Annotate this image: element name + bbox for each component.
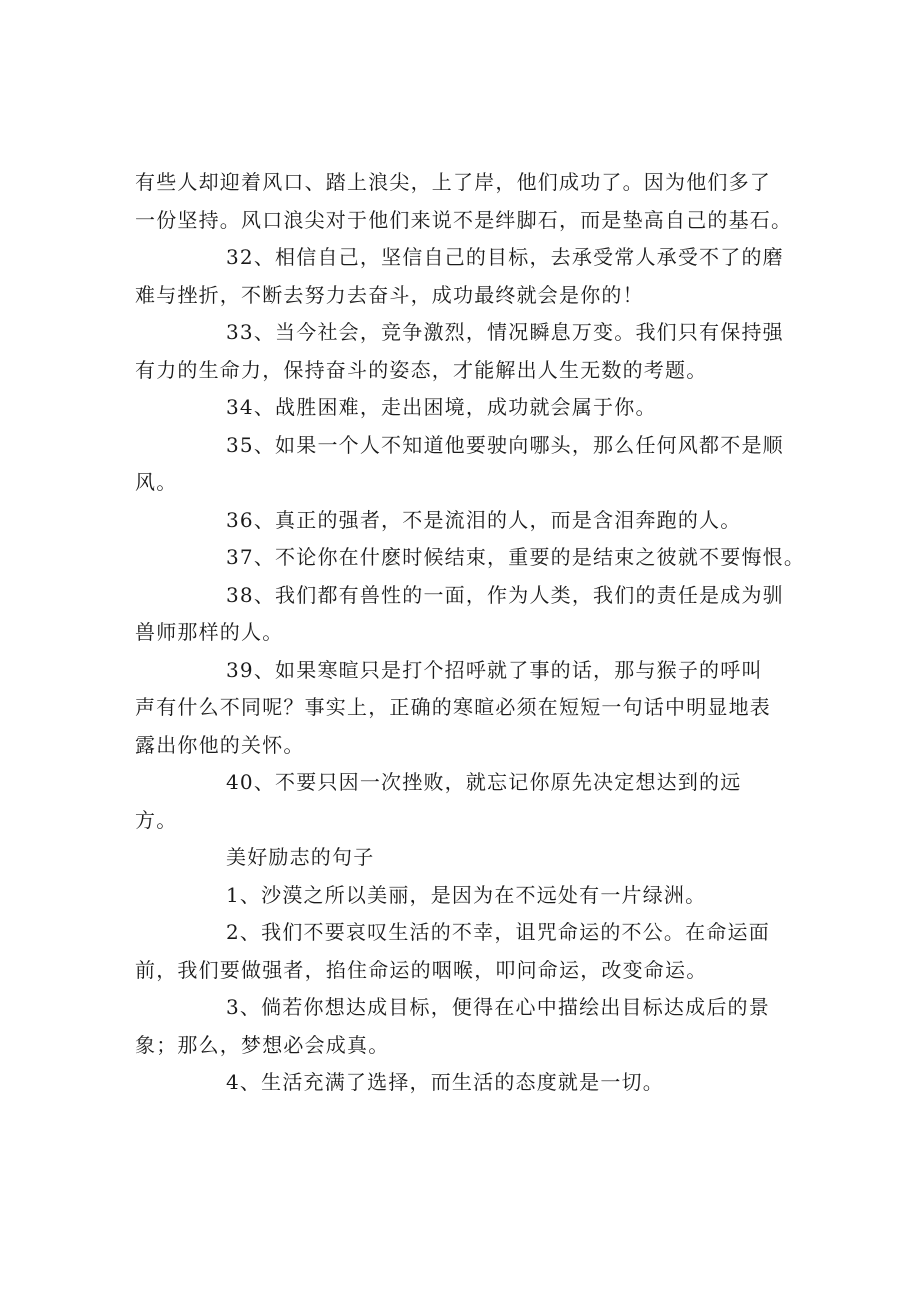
text-line: 难与挫折，不断去努力去奋斗，成功最终就会是你的！: [135, 282, 644, 307]
text-line: 40、不要只因一次挫败，就忘记你原先决定想达到的远: [226, 770, 742, 794]
text-line: 35、如果一个人不知道他要驶向哪头，那么任何风都不是顺: [226, 432, 784, 457]
text-line: 露出你他的关怀。: [135, 732, 305, 757]
text-line: 3、倘若你想达成目标，便得在心中描绘出目标达成后的景: [226, 995, 770, 1019]
text-line: 38、我们都有兽性的一面，作为人类，我们的责任是成为驯: [226, 582, 784, 607]
text-line: 风。: [135, 470, 178, 494]
text-line: 1、沙漠之所以美丽，是因为在不远处有一片绿洲。: [226, 882, 707, 907]
text-line: 34、战胜困难，走出困境，成功就会属于你。: [226, 395, 657, 419]
text-line: 有力的生命力，保持奋斗的姿态，才能解出人生无数的考题。: [135, 357, 708, 382]
text-line: 36、真正的强者，不是流泪的人，而是含泪奔跑的人。: [226, 507, 742, 532]
text-line: 4、生活充满了选择，而生活的态度就是一切。: [226, 1070, 664, 1094]
text-line: 一份坚持。风口浪尖对于他们来说不是绊脚石，而是垫高自己的基石。: [135, 207, 793, 232]
text-line: 声有什么不同呢？事实上，正确的寒暄必须在短短一句话中明显地表: [135, 695, 771, 719]
text-line: 前，我们要做强者，掐住命运的咽喉，叩问命运，改变命运。: [135, 957, 708, 982]
section-heading: 美好励志的句子: [226, 845, 375, 869]
text-line: 有些人却迎着风口、踏上浪尖，上了岸，他们成功了。因为他们多了: [135, 170, 771, 194]
text-line: 37、不论你在什麽时候结束，重要的是结束之彼就不要悔恨。: [226, 545, 806, 569]
text-line: 2、我们不要哀叹生活的不幸，诅咒命运的不公。在命运面: [226, 920, 770, 944]
text-line: 39、如果寒暄只是打个招呼就了事的话，那与猴子的呼叫: [226, 657, 763, 682]
text-line: 兽师那样的人。: [135, 620, 284, 644]
text-line: 32、相信自己，坚信自己的目标，去承受常人承受不了的磨: [226, 245, 784, 269]
text-line: 象；那么，梦想必会成真。: [135, 1032, 390, 1057]
document-body: [135, 164, 806, 1102]
text-line: 方。: [135, 807, 178, 832]
text-line: 33、当今社会，竞争激烈，情况瞬息万变。我们只有保持强: [226, 320, 784, 344]
